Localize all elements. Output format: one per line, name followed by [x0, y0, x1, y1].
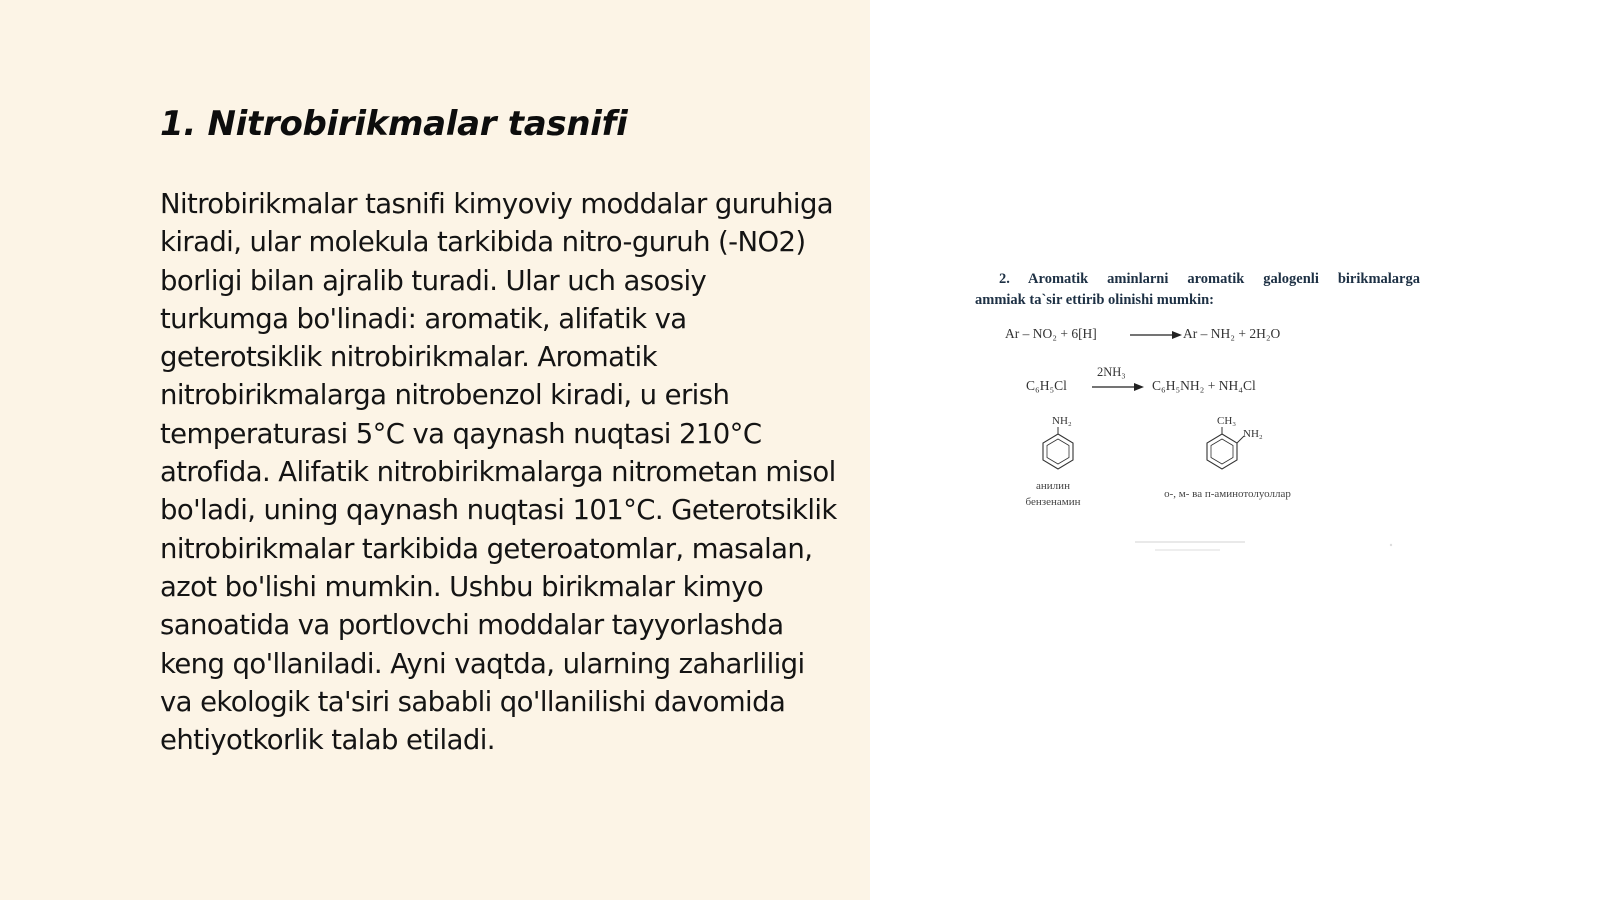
figure-heading-line1: 2. Aromatik aminlarni aromatik galogenli birikmalarga	[999, 271, 1420, 287]
reaction1-arrow	[1130, 329, 1182, 341]
aniline-caption-line2: бензенамин	[1025, 496, 1081, 508]
aniline-caption-line1: анилин	[1036, 480, 1070, 492]
reaction2-arrow	[1092, 381, 1144, 393]
reaction2-reagent: 2NH₃	[1097, 365, 1126, 379]
chemistry-figure	[975, 265, 1435, 575]
reaction1-products: Ar – NH₂ + 2H₂O	[1183, 326, 1281, 341]
aniline-ring-structure	[1038, 427, 1078, 471]
reaction1-reactants: Ar – NO₂ + 6[H]	[1005, 326, 1097, 341]
figure-heading-line2: ammiak ta`sir ettirib olinishi mumkin:	[975, 292, 1214, 308]
slide-title: 1. Nitrobirikmalar tasnifi	[160, 104, 628, 144]
reaction2-products: C₆H₅NH₂ + NH₄Cl	[1152, 378, 1256, 393]
slide-body-text: Nitrobirikmalar tasnifi kimyoviy moddalar guruhiga kiradi, ular molekula tarkibida nitro-guruh (-NO2) borligi bilan ajralib turadi. Ular uch asosiy turkumga bo'linadi: aromatik, alifatik va geterotsiklik nitrobirikmalar. Aromatik nitrobirikmalarga nitrobenzol kiradi, u erish temperaturasi 5°C va qaynash nuqtasi 210°C atrofida. Alifatik nitrobirikmalarga nitrometan misol bo'ladi, uning qaynash nuqtasi 101°C. Geterotsiklik nitrobirikmalar tarkibida geteroatomlar, masalan, azot bo'lishi mumkin. Ushbu birikmalar kimyo sanoatida va portlovchi moddalar tayyorlashda keng qo'llaniladi. Ayni vaqtda, ularning zaharliligi va ekologik ta'siri sababli qo'llanilishi davomida ehtiyotkorlik talab etiladi.	[160, 188, 837, 757]
faint-scan-footer	[1125, 538, 1405, 558]
toluidine-nh2-label: NH₂	[1243, 428, 1263, 440]
figure-heading	[975, 269, 1420, 311]
aniline-nh2-label: NH₂	[1052, 415, 1072, 427]
reaction2-reactant: C₆H₅Cl	[1026, 378, 1067, 393]
toluidine-ch3-label: CH₃	[1217, 415, 1237, 427]
toluidine-caption: о-, м- ва п-аминотолуоллар	[1164, 488, 1291, 500]
toluidine-ring-structure	[1202, 427, 1248, 471]
